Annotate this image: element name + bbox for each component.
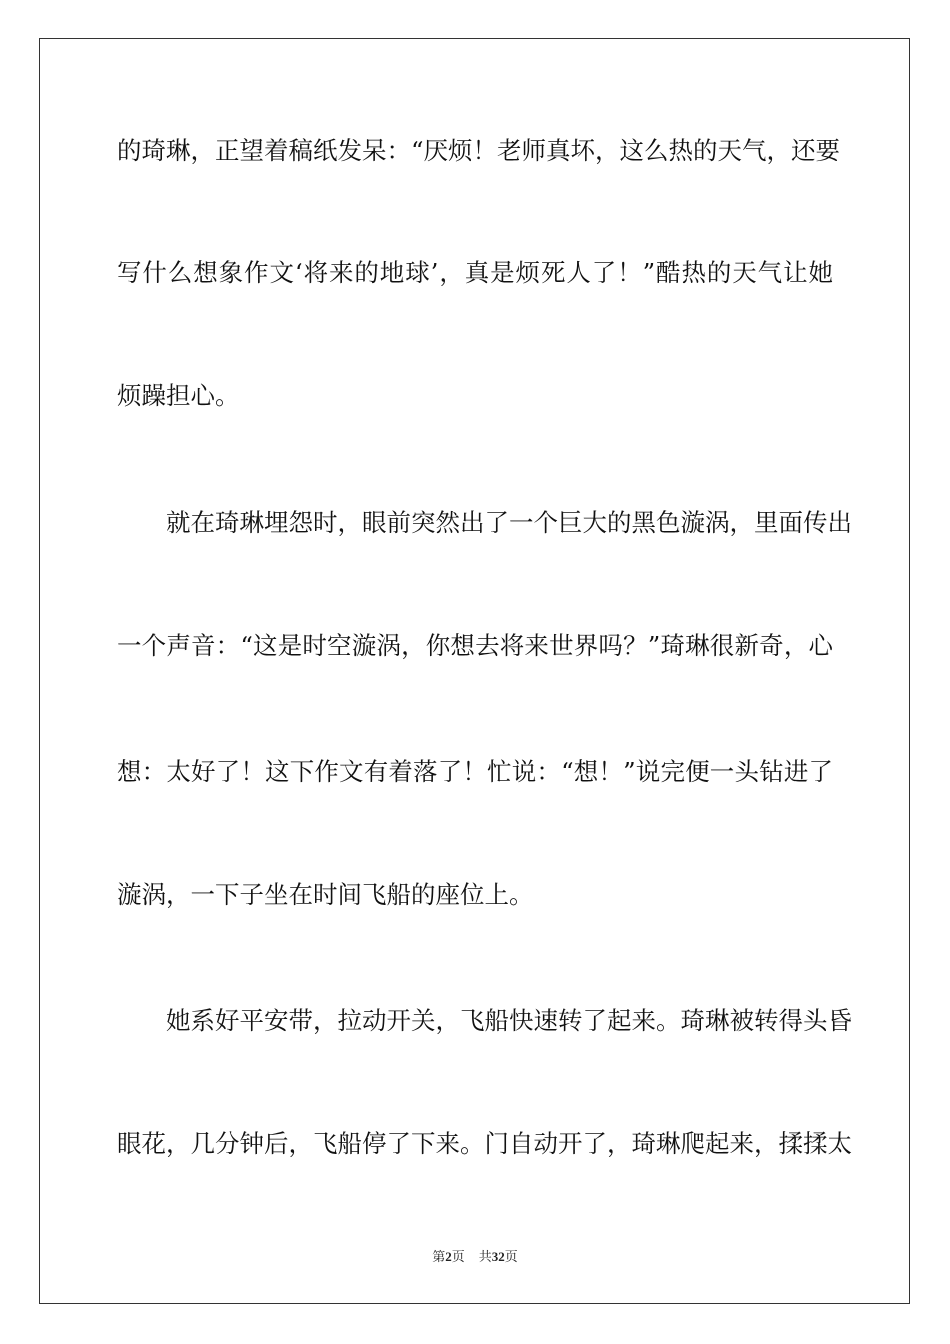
page-footer	[0, 1248, 950, 1267]
text-line: 漩涡，一下子坐在时间飞船的座位上。	[117, 880, 534, 909]
paragraph-first-line: 就在琦琳埋怨时，眼前突然出了一个巨大的黑色漩涡，里面传出	[166, 508, 852, 537]
text-line: 的琦琳，正望着稿纸发呆：“厌烦！老师真坏，这么热的天气，还要	[117, 136, 841, 165]
text-line: 写什么想象作文‘将来的地球’，真是烦死人了！”酷热的天气让她	[117, 258, 833, 287]
page-suffix: 页	[451, 1250, 465, 1265]
text-line: 想：太好了！这下作文有着落了！忙说：“想！”说完便一头钻进了	[117, 757, 833, 786]
total-page-count: 32	[491, 1249, 505, 1264]
page-prefix: 第	[432, 1250, 446, 1265]
page-border	[39, 38, 910, 1304]
current-page-number: 2	[445, 1249, 452, 1264]
total-suffix: 页	[504, 1250, 518, 1265]
text-line: 眼花，几分钟后，飞船停了下来。门自动开了，琦琳爬起来，揉揉太	[117, 1129, 852, 1158]
text-line: 一个声音：“这是时空漩涡，你想去将来世界吗？”琦琳很新奇，心	[117, 631, 833, 660]
text-line: 烦躁担心。	[117, 381, 240, 410]
paragraph-first-line: 她系好平安带，拉动开关，飞船快速转了起来。琦琳被转得头昏	[166, 1006, 852, 1035]
total-prefix: 共	[478, 1250, 492, 1265]
